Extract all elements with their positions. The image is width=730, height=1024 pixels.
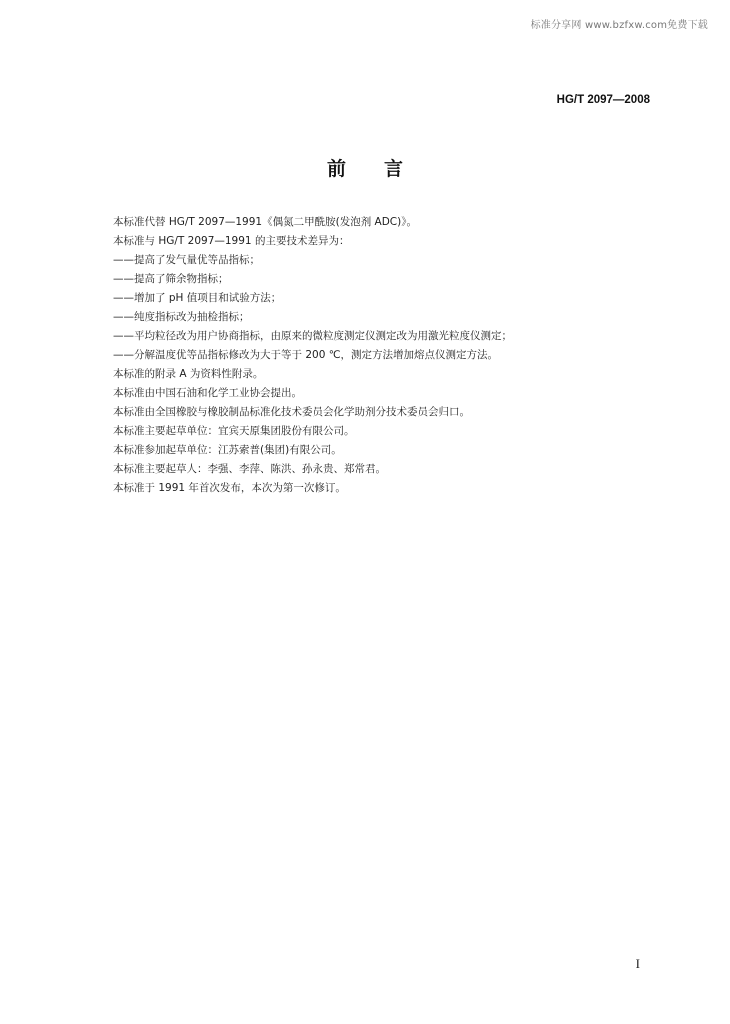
page-number: I <box>635 956 640 971</box>
standard-code: HG/T 2097—2008 <box>556 94 650 106</box>
preface-line: 本标准参加起草单位：江苏索普(集团)有限公司。 <box>113 444 342 456</box>
preface-line: ——提高了筛余物指标； <box>113 273 229 285</box>
preface-line: ——平均粒径改为用户协商指标，由原来的微粒度测定仪测定改为用激光粒度仪测定； <box>113 330 512 342</box>
preface-line: ——分解温度优等品指标修改为大于等于 200 ℃，测定方法增加熔点仪测定方法。 <box>113 349 499 361</box>
preface-line: 本标准主要起草单位：宜宾天原集团股份有限公司。 <box>113 425 355 437</box>
watermark-text: 标准分享网 www.bzfxw.com免费下载 <box>530 20 708 31</box>
page-title: 前言 <box>326 158 441 180</box>
preface-line: 本标准代替 HG/T 2097—1991《偶氮二甲酰胺(发泡剂 ADC)》。 <box>113 216 417 228</box>
preface-line: ——提高了发气量优等品指标； <box>113 254 260 266</box>
preface-line: 本标准主要起草人：李强、李萍、陈洪、孙永贵、郑常君。 <box>113 463 386 475</box>
preface-line: ——纯度指标改为抽检指标； <box>113 311 250 323</box>
preface-line: 本标准由中国石油和化学工业协会提出。 <box>113 387 302 399</box>
preface-line: 本标准于 1991 年首次发布，本次为第一次修订。 <box>113 482 346 494</box>
preface-line: ——增加了 pH 值项目和试验方法； <box>113 292 282 304</box>
preface-body <box>113 213 673 498</box>
preface-line: 本标准由全国橡胶与橡胶制品标准化技术委员会化学助剂分技术委员会归口。 <box>113 406 470 418</box>
preface-line: 本标准的附录 A 为资料性附录。 <box>113 368 264 380</box>
preface-line: 本标准与 HG/T 2097—1991 的主要技术差异为： <box>113 235 350 247</box>
